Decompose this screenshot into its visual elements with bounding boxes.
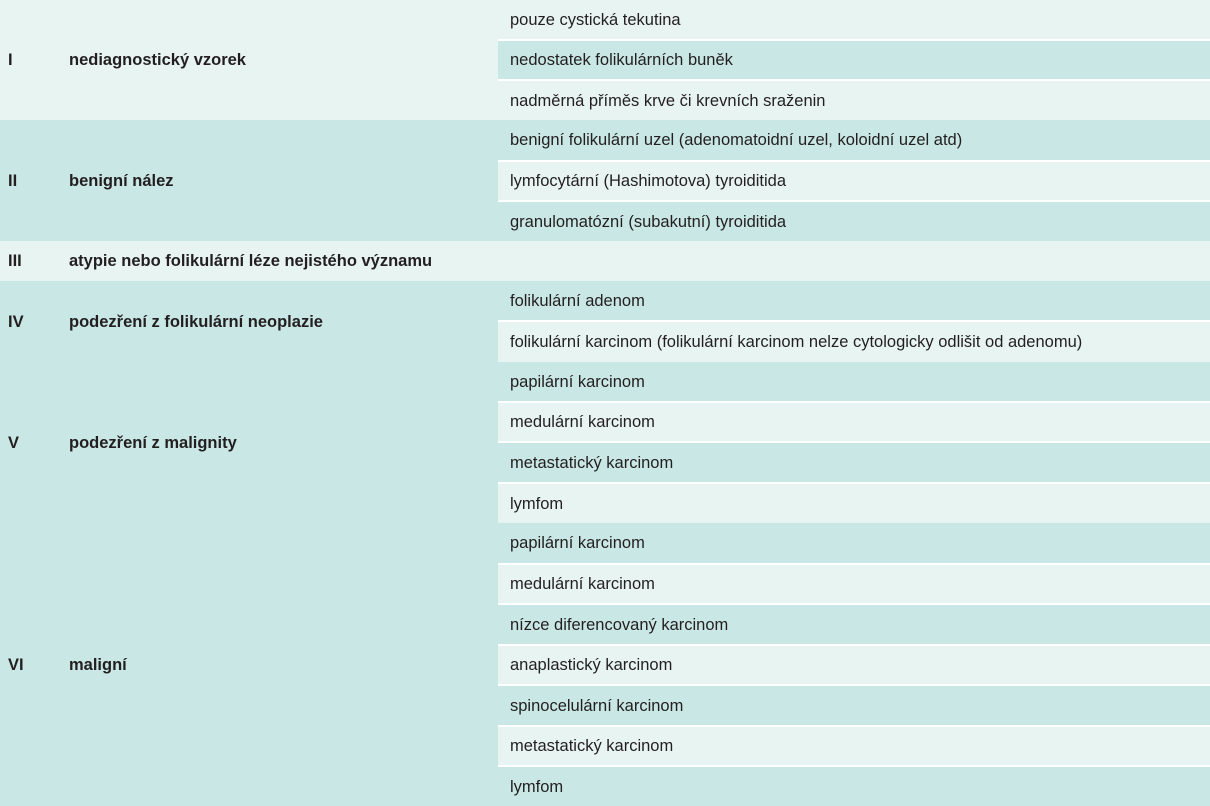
subcategory-item: granulomatózní (subakutní) tyroiditida <box>498 201 1210 241</box>
category-name: podezření z folikulární neoplazie <box>57 281 498 362</box>
category-name: benigní nález <box>57 120 498 241</box>
subcategory-item: papilární karcinom <box>498 523 1210 564</box>
subcategory-item: papilární karcinom <box>498 362 1210 402</box>
subcategory-item: medulární karcinom <box>498 564 1210 604</box>
category-name: podezření z malignity <box>57 362 498 523</box>
category-number: VI <box>0 523 57 806</box>
category-name: nediagnostický vzorek <box>57 0 498 120</box>
subcategory-item: pouze cystická tekutina <box>498 0 1210 40</box>
subcategory-item: benigní folikulární uzel (adenomatoidní uzel, koloidní uzel atd) <box>498 120 1210 161</box>
subcategory-item: nedostatek folikulárních buněk <box>498 40 1210 80</box>
table-row <box>0 281 1210 321</box>
subcategory-item: lymfocytární (Hashimotova) tyroiditida <box>498 161 1210 201</box>
table-row <box>0 120 1210 161</box>
subcategory-item: folikulární adenom <box>498 281 1210 321</box>
table-row <box>0 0 1210 40</box>
subcategory-item: folikulární karcinom (folikulární karcinom nelze cytologicky odlišit od adenomu) <box>498 321 1210 362</box>
subcategory-item: nadměrná příměs krve či krevních sraženin <box>498 80 1210 120</box>
subcategory-item: nízce diferencovaný karcinom <box>498 604 1210 645</box>
category-name: maligní <box>57 523 498 806</box>
table-row <box>0 362 1210 402</box>
subcategory-item: lymfom <box>498 483 1210 523</box>
subcategory-item: lymfom <box>498 766 1210 806</box>
table-row <box>0 523 1210 564</box>
category-number: V <box>0 362 57 523</box>
subcategory-item: anaplastický karcinom <box>498 645 1210 685</box>
subcategory-item: metastatický karcinom <box>498 442 1210 483</box>
category-number: II <box>0 120 57 241</box>
category-name: atypie nebo folikulární léze nejistého významu <box>57 241 1210 281</box>
subcategory-item: metastatický karcinom <box>498 726 1210 766</box>
table-row <box>0 241 1210 281</box>
subcategory-item: medulární karcinom <box>498 402 1210 442</box>
category-number: IV <box>0 281 57 362</box>
subcategory-item: spinocelulární karcinom <box>498 685 1210 726</box>
category-number: III <box>0 241 57 281</box>
category-number: I <box>0 0 57 120</box>
